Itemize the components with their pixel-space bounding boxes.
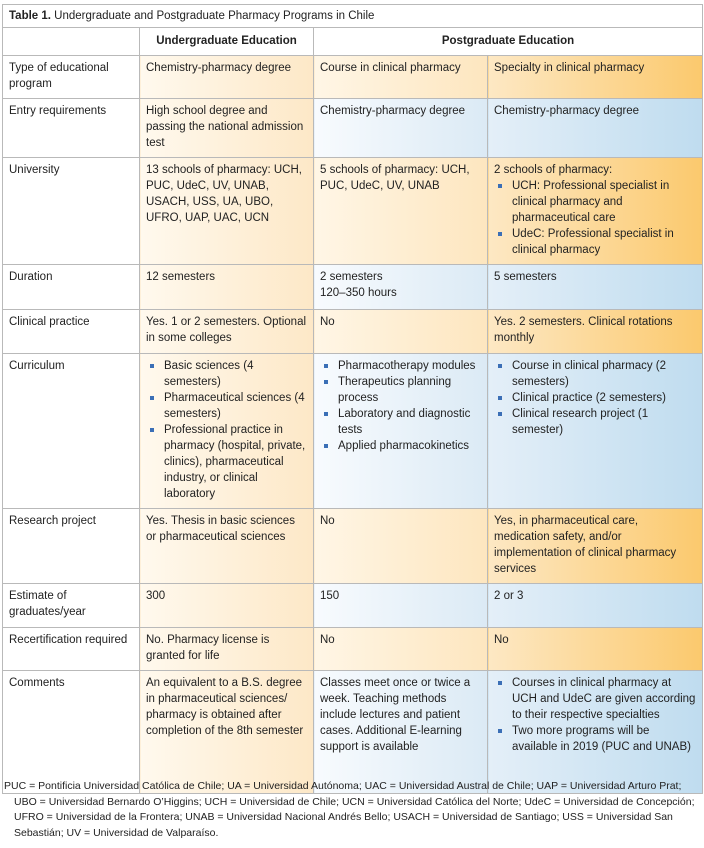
cell-course xyxy=(314,265,488,310)
table-title-label: Table 1. xyxy=(9,10,51,22)
course-duration-hours: 120–350 hours xyxy=(320,287,397,299)
cell-course: 150 xyxy=(314,584,488,628)
cell-undergraduate xyxy=(140,354,314,509)
header-postgraduate: Postgraduate Education xyxy=(314,28,703,56)
cell-undergraduate: Chemistry-pharmacy degree xyxy=(140,56,314,99)
table-row xyxy=(3,354,703,509)
table-row xyxy=(3,99,703,158)
table-row xyxy=(3,158,703,265)
cell-undergraduate: 300 xyxy=(140,584,314,628)
pharmacy-programs-table-wrapper xyxy=(2,4,702,794)
list-item: Applied pharmacokinetics xyxy=(320,438,481,454)
undergraduate-curriculum-list xyxy=(146,358,307,502)
header-row xyxy=(3,28,703,56)
cell-specialty: 5 semesters xyxy=(488,265,703,310)
cell-undergraduate: 12 semesters xyxy=(140,265,314,310)
list-item: Pharmacotherapy modules xyxy=(320,358,481,374)
row-label: Duration xyxy=(3,265,140,310)
list-item: Basic sciences (4 semesters) xyxy=(146,358,307,390)
cell-specialty xyxy=(488,158,703,265)
list-item: Clinical practice (2 semesters) xyxy=(494,390,696,406)
row-label: Clinical practice xyxy=(3,310,140,354)
cell-course: 5 schools of pharmacy: UCH, PUC, UdeC, UV, UNAB xyxy=(314,158,488,265)
table-row xyxy=(3,671,703,794)
row-label: Estimate of graduates/year xyxy=(3,584,140,628)
cell-specialty xyxy=(488,671,703,794)
row-label: University xyxy=(3,158,140,265)
table-row xyxy=(3,584,703,628)
course-duration-semesters: 2 semesters xyxy=(320,271,383,283)
list-item: Therapeutics planning process xyxy=(320,374,481,406)
cell-undergraduate: Yes. Thesis in basic sciences or pharmaceutical sciences xyxy=(140,509,314,584)
list-item: Clinical research project (1 semester) xyxy=(494,406,696,438)
footnote-text: PUC = Pontificia Universidad Católica de Chile; UA = Universidad Autónoma; UAC = Universidad Austral de Chile; UAP = Universidad Arturo Prat; UBO = Universidad Bernardo O’Higgins; UCH = Universidad de Chile; UCN = Universidad Católica del Norte; UdeC = Universidad de Concepción; UFRO = Universidad de la Frontera; UNAB = Universidad Nacional Andrés Bello; USACH = Universidad de Santiago; USS = Universidad San Sebastián; UV = Universidad de Valparaíso. xyxy=(4,780,695,839)
table-row xyxy=(3,628,703,671)
table-row xyxy=(3,56,703,99)
cell-course xyxy=(314,354,488,509)
list-item: Professional practice in pharmacy (hospital, private, clinics), pharmaceutical industry, or clinical laboratory xyxy=(146,422,307,502)
specialty-list xyxy=(494,178,696,258)
cell-course: Course in clinical pharmacy xyxy=(314,56,488,99)
table-row xyxy=(3,265,703,310)
cell-specialty: Specialty in clinical pharmacy xyxy=(488,56,703,99)
table-row xyxy=(3,509,703,584)
header-undergraduate: Undergraduate Education xyxy=(140,28,314,56)
cell-undergraduate: High school degree and passing the national admission test xyxy=(140,99,314,158)
cell-specialty: No xyxy=(488,628,703,671)
row-label: Type of educational program xyxy=(3,56,140,99)
cell-specialty: Yes, in pharmaceutical care, medication safety, and/or implementation of clinical pharmacy services xyxy=(488,509,703,584)
row-label: Curriculum xyxy=(3,354,140,509)
row-label: Comments xyxy=(3,671,140,794)
specialty-comments-list xyxy=(494,675,696,755)
cell-specialty: Yes. 2 semesters. Clinical rotations monthly xyxy=(488,310,703,354)
list-item: Pharmaceutical sciences (4 semesters) xyxy=(146,390,307,422)
row-label: Recertification required xyxy=(3,628,140,671)
cell-specialty: 2 or 3 xyxy=(488,584,703,628)
cell-course: No xyxy=(314,628,488,671)
cell-undergraduate: An equivalent to a B.S. degree in pharmaceutical sciences/ pharmacy is obtained after completion of the 8th semester xyxy=(140,671,314,794)
header-empty xyxy=(3,28,140,56)
list-item: Courses in clinical pharmacy at UCH and UdeC are given according to their respective specialties xyxy=(494,675,696,723)
table-row xyxy=(3,310,703,354)
cell-course: Classes meet once or twice a week. Teaching methods include lectures and patient cases. Additional E-learning support is available xyxy=(314,671,488,794)
course-curriculum-list xyxy=(320,358,481,454)
cell-course: Chemistry-pharmacy degree xyxy=(314,99,488,158)
row-label: Entry requirements xyxy=(3,99,140,158)
list-item: UdeC: Professional specialist in clinical pharmacy xyxy=(494,226,696,258)
list-item: Laboratory and diagnostic tests xyxy=(320,406,481,438)
cell-specialty xyxy=(488,354,703,509)
cell-undergraduate: No. Pharmacy license is granted for life xyxy=(140,628,314,671)
cell-undergraduate: Yes. 1 or 2 semesters. Optional in some colleges xyxy=(140,310,314,354)
pharmacy-programs-table xyxy=(2,4,703,794)
list-item: Course in clinical pharmacy (2 semesters) xyxy=(494,358,696,390)
specialty-curriculum-list xyxy=(494,358,696,438)
specialty-intro: 2 schools of pharmacy: xyxy=(494,164,613,176)
table-footnote xyxy=(4,779,700,841)
cell-specialty: Chemistry-pharmacy degree xyxy=(488,99,703,158)
list-item: Two more programs will be available in 2019 (PUC and UNAB) xyxy=(494,723,696,755)
list-item: UCH: Professional specialist in clinical pharmacy and pharmaceutical care xyxy=(494,178,696,226)
table-title xyxy=(3,5,703,28)
cell-course: No xyxy=(314,509,488,584)
table-title-row xyxy=(3,5,703,28)
cell-undergraduate: 13 schools of pharmacy: UCH, PUC, UdeC, UV, UNAB, USACH, USS, UA, UBO, UFRO, UAP, UAC, UCN xyxy=(140,158,314,265)
row-label: Research project xyxy=(3,509,140,584)
table-title-text: Undergraduate and Postgraduate Pharmacy Programs in Chile xyxy=(54,10,375,22)
cell-course: No xyxy=(314,310,488,354)
